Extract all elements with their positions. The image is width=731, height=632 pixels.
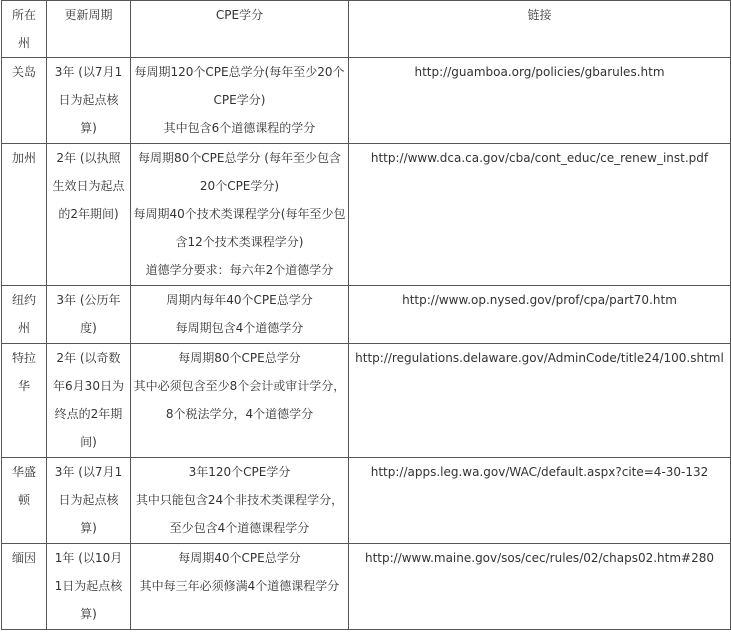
cpe-line: 其中包含6个道德课程的学分 [163, 121, 316, 135]
cpe-line: 其中只能包含24个非技术类课程学分，至少包含4个道德课程学分 [135, 493, 344, 535]
state-cell: 加州 [2, 144, 47, 286]
cpe-cell [131, 544, 349, 630]
header-cpe: CPE学分 [131, 1, 349, 58]
state-cell: 纽约州 [2, 286, 47, 344]
table-row [2, 286, 731, 344]
requirement-link[interactable]: http://www.maine.gov/sos/cec/rules/02/chaps02.htm#280 [364, 551, 715, 565]
cycle-cell: 3年 (公历年度) [47, 286, 131, 344]
link-cell [349, 286, 731, 344]
cpe-line: 每周期40个技术类课程学分(每年至少包含12个技术类课程学分) [133, 207, 346, 249]
cpe-line: 3年120个CPE学分 [188, 465, 291, 479]
link-cell [349, 458, 731, 544]
requirement-link[interactable]: http://www.dca.ca.gov/cba/cont_educ/ce_renew_inst.pdf [370, 151, 709, 165]
table-row [2, 144, 731, 286]
table-row [2, 458, 731, 544]
requirement-link[interactable]: http://guamboa.org/policies/gbarules.htm [414, 65, 665, 79]
cycle-cell: 3年 (以7月1日为起点核算) [47, 58, 131, 144]
state-cell: 缅因 [2, 544, 47, 630]
table-row [2, 58, 731, 144]
table-row [2, 344, 731, 458]
header-state: 所在州 [2, 1, 47, 58]
header-cycle: 更新周期 [47, 1, 131, 58]
cpe-line: 每周期包含4个道德学分 [175, 321, 304, 335]
cycle-cell: 3年 (以7月1日为起点核算) [47, 458, 131, 544]
requirement-link[interactable]: http://apps.leg.wa.gov/WAC/default.aspx?cite=4-30-132 [370, 465, 709, 479]
cpe-line: 每周期80个CPE总学分 (每年至少包含20个CPE学分) [138, 151, 341, 193]
link-cell [349, 144, 731, 286]
cpe-line: 道德学分要求：每六年2个道德学分 [145, 263, 334, 277]
cycle-cell: 2年 (以执照生效日为起点的2年期间) [47, 144, 131, 286]
requirement-link[interactable]: http://www.op.nysed.gov/prof/cpa/part70.htm [402, 293, 677, 307]
link-cell [349, 544, 731, 630]
header-link: 链接 [349, 1, 731, 58]
cpe-cell [131, 344, 349, 458]
cpe-cell [131, 58, 349, 144]
table-header-row [2, 1, 731, 58]
requirement-link[interactable]: http://regulations.delaware.gov/AdminCode/title24/100.shtml [355, 351, 724, 365]
link-cell [349, 344, 731, 458]
cpe-cell [131, 286, 349, 344]
state-cell: 华盛顿 [2, 458, 47, 544]
state-cell: 关岛 [2, 58, 47, 144]
cpe-line: 每周期80个CPE总学分 [178, 351, 301, 365]
cpe-line: 其中必须包含至少8个会计或审计学分，8个税法学分，4个道德学分 [133, 379, 346, 421]
cpe-line: 每周期120个CPE总学分(每年至少20个CPE学分) [134, 65, 345, 107]
state-cell: 特拉华 [2, 344, 47, 458]
cpe-requirements-table [1, 0, 731, 630]
cycle-cell: 2年 (以奇数年6月30日为终点的2年期间) [47, 344, 131, 458]
cpe-line: 其中每三年必须修满4个道德课程学分 [139, 579, 340, 593]
cpe-line: 每周期40个CPE总学分 [178, 551, 301, 565]
cpe-cell [131, 144, 349, 286]
link-cell [349, 58, 731, 144]
cycle-cell: 1年 (以10月1日为起点核算) [47, 544, 131, 630]
cpe-cell [131, 458, 349, 544]
table-row [2, 544, 731, 630]
cpe-line: 周期内每年40个CPE总学分 [166, 293, 313, 307]
